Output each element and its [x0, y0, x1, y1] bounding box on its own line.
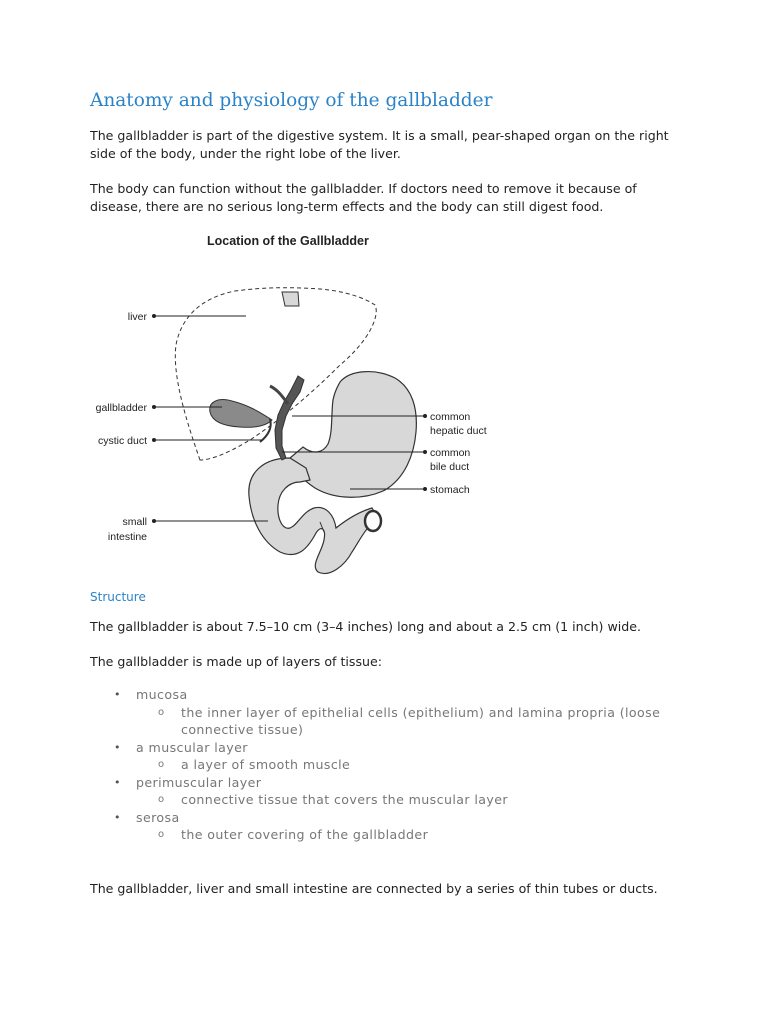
label-common-hepatic-line1: common — [430, 411, 471, 423]
hepatic-vessel — [282, 292, 299, 306]
label-common-bile-line2: bile duct — [430, 461, 470, 473]
layer-detail: the outer covering of the gallbladder — [181, 827, 429, 842]
bullet-dot: • — [114, 740, 121, 754]
label-gallbladder: gallbladder — [95, 402, 147, 414]
layer-name: serosa — [136, 809, 180, 825]
label-small-intestine-line2: intestine — [107, 531, 147, 543]
gallbladder-location-diagram — [80, 222, 520, 582]
layer-name: mucosa — [136, 687, 188, 702]
sub-bullet: o — [158, 706, 165, 718]
intro-paragraph-1: The gallbladder is part of the digestive system. It is a small, pear-shaped organ on the right side of the body, under the right lobe of the liver. — [90, 128, 669, 161]
list-item — [90, 809, 690, 844]
layer-name: a muscular layer — [136, 739, 248, 755]
diagram-title: Location of the Gallbladder — [207, 234, 369, 248]
layer-detail: connective tissue that covers the muscular layer — [181, 792, 508, 807]
list-item — [90, 686, 690, 739]
intestine-opening — [365, 511, 381, 531]
sub-list-item — [136, 791, 690, 809]
sub-bullet: o — [158, 794, 165, 805]
layer-detail: a layer of smooth muscle — [181, 757, 351, 772]
gallbladder-shape — [210, 400, 272, 428]
bile-duct-branch — [270, 386, 288, 404]
closing-paragraph: The gallbladder, liver and small intestine are connected by a series of thin tubes or ducts. — [90, 881, 658, 896]
intro-paragraph-2: The body can function without the gallbladder. If doctors need to remove it because of disease, there are no serious long-term effects and the body can still digest food. — [90, 181, 637, 214]
label-liver: liver — [127, 311, 147, 323]
label-stomach: stomach — [430, 484, 470, 496]
label-cystic-duct: cystic duct — [97, 435, 147, 447]
layer-name: perimuscular layer — [136, 774, 262, 790]
layer-detail: the inner layer of epithelial cells (epithelium) and lamina propria (loose connective tissue) — [181, 704, 661, 737]
bullet-dot: • — [114, 775, 121, 789]
label-common-bile-line1: common — [430, 447, 471, 459]
label-common-hepatic-line2: hepatic duct — [430, 425, 487, 437]
bile-duct-tree — [275, 376, 304, 460]
sub-list-item — [136, 826, 690, 844]
list-item — [90, 739, 690, 774]
tissue-layers-list — [90, 686, 690, 844]
list-item — [90, 774, 690, 809]
label-small-intestine-line1: small — [122, 516, 147, 528]
sub-list-item — [136, 756, 690, 774]
sub-list-item — [136, 704, 690, 739]
sub-bullet: o — [158, 829, 165, 840]
bullet-dot: • — [114, 810, 121, 824]
section-heading-structure: Structure — [90, 590, 146, 604]
page-title: Anatomy and physiology of the gallbladder — [90, 90, 493, 111]
bullet-dot: • — [114, 688, 121, 701]
sub-bullet: o — [158, 759, 165, 770]
layers-intro-paragraph: The gallbladder is made up of layers of tissue: — [90, 654, 383, 669]
size-paragraph: The gallbladder is about 7.5–10 cm (3–4 inches) long and about a 2.5 cm (1 inch) wide. — [90, 619, 642, 634]
